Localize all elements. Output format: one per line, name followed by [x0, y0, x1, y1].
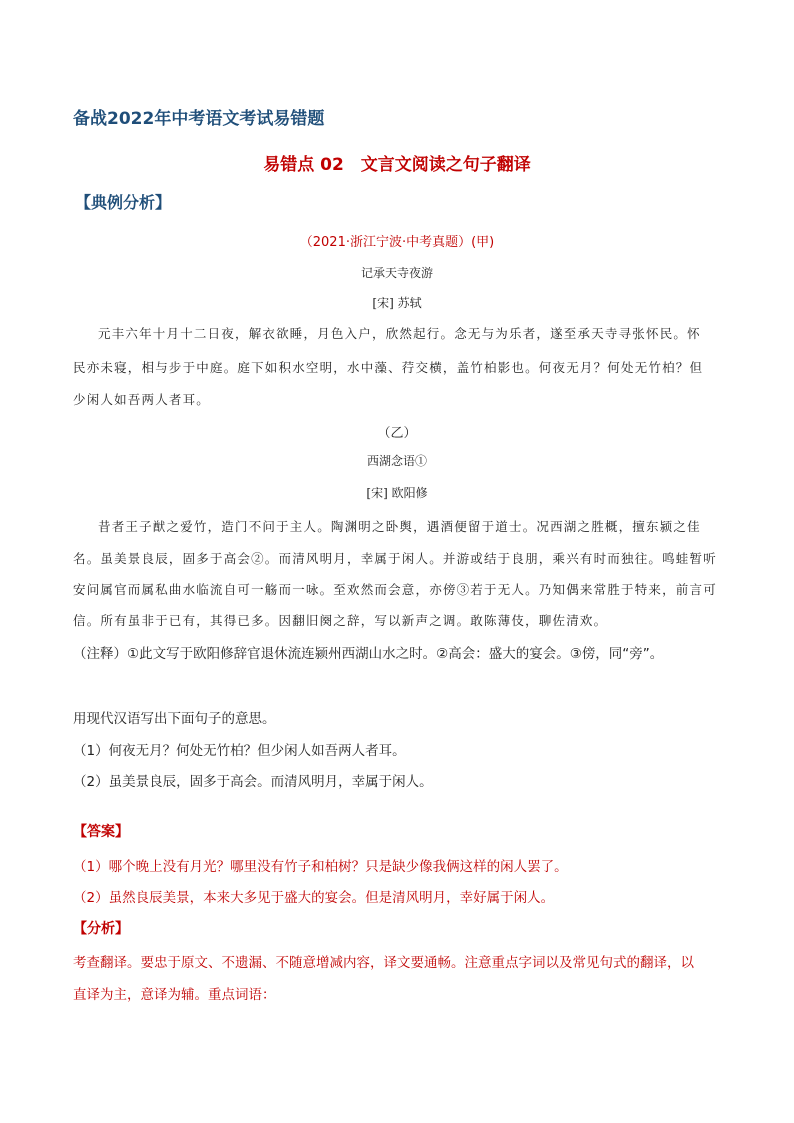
- passage-b-label: （乙）: [377, 426, 417, 441]
- analysis-line: 直译为主，意译为辅。重点词语：: [73, 987, 276, 1003]
- question-prompt: 用现代汉语写出下面句子的意思。: [73, 711, 276, 727]
- passage-b-author: [宋] 欧阳修: [366, 486, 428, 500]
- passage-b-note: （注释）①此文写于欧阳修辞官退休流连颍州西湖山水之时。②高会：盛大的宴会。③傍，同“旁”。: [73, 646, 664, 662]
- answer-item: （2）虽然良辰美景，本来大多见于盛大的宴会。但是清风明月，幸好属于闲人。: [73, 890, 555, 906]
- document-subtitle: 易错点 02 文言文阅读之句子翻译: [263, 155, 531, 175]
- passage-a-line: 元丰六年十月十二日夜，解衣欲睡，月色入户，欣然起行。念无与为乐者，遂至承天寺寻张怀民。怀: [98, 326, 701, 341]
- passage-b-line: 信。所有虽非于已有，其得已多。因翻旧阕之辞，写以新声之调。敢陈薄伎，聊佐清欢。: [73, 613, 608, 628]
- analysis-heading: 【分析】: [73, 921, 129, 937]
- section-heading: 【典例分析】: [75, 193, 172, 212]
- analysis-line: 考查翻译。要忠于原文、不遗漏、不随意增减内容，译文要通畅。注意重点字词以及常见句式的翻译，以: [73, 955, 694, 971]
- passage-a-title: 记承天寺夜游: [360, 266, 433, 280]
- passage-a-author: [宋] 苏轼: [372, 296, 422, 310]
- document-title: 备战2022年中考语文考试易错题: [73, 109, 325, 129]
- answer-item: （1）哪个晚上没有月光？哪里没有竹子和柏树？只是缺少像我俩这样的闲人罢了。: [73, 859, 568, 875]
- passage-a-source: （2021·浙江宁波·中考真题）(甲): [299, 235, 495, 250]
- question-item: （2）虽美景良辰，固多于高会。而清风明月，幸属于闲人。: [73, 774, 433, 790]
- passage-b-title: 西湖念语①: [366, 454, 427, 468]
- answer-heading: 【答案】: [73, 824, 129, 840]
- passage-a-line: 民亦未寝，相与步于中庭。庭下如积水空明，水中藻、荇交横，盖竹柏影也。何夜无月？何处无竹柏？但: [73, 360, 704, 375]
- passage-b-line: 安问属官而属私曲水临流自可一觞而一咏。至欢然而会意，亦傍③若于无人。乃知偶来常胜于特来，前言可: [73, 582, 717, 597]
- passage-b-line: 昔者王子猷之爱竹，造门不问于主人。陶渊明之卧舆，遇酒便留于道士。况西湖之胜概，擅东颍之佳: [98, 519, 701, 534]
- passage-b-line: 名。虽美景良辰，固多于高会②。而清风明月，幸属于闲人。并游或结于良朋，乘兴有时而独往。鸣蛙暂听: [73, 551, 717, 566]
- question-item: （1）何夜无月？何处无竹柏？但少闲人如吾两人者耳。: [73, 743, 406, 759]
- passage-a-line: 少闲人如吾两人者耳。: [73, 392, 211, 407]
